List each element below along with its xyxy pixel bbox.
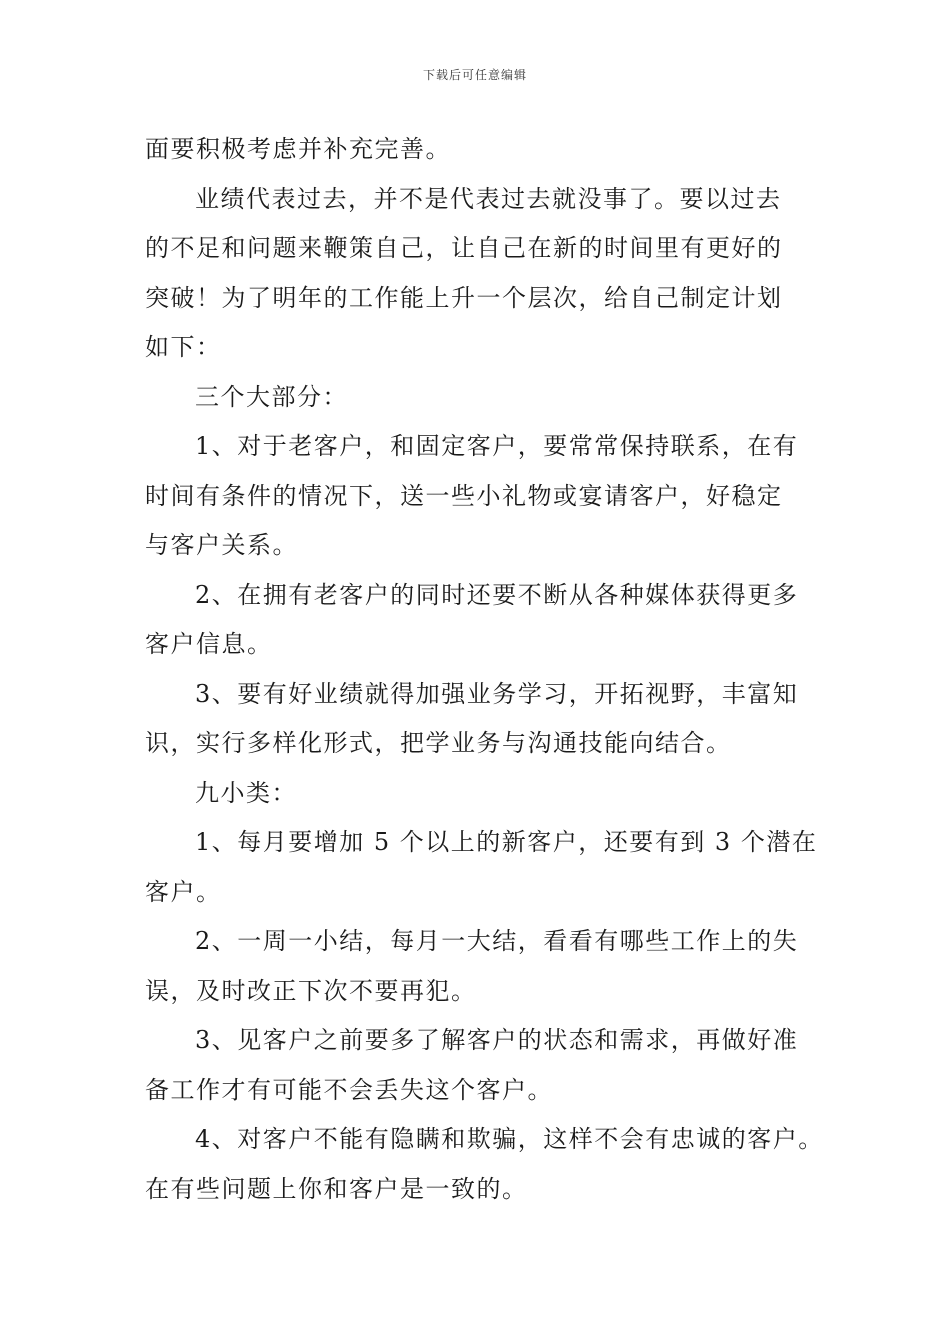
text-line: 客户信息。 [145, 630, 273, 658]
text-line: 时间有条件的情况下，送一些小礼物或宴请客户，好稳定 [145, 481, 783, 510]
text-line: 突破！为了明年的工作能上升一个层次，给自己制定计划 [145, 283, 783, 312]
text-line: 1、每月要增加 5 个以上的新客户，还要有到 3 个潜在 [195, 828, 818, 856]
text-line: 三个大部分： [195, 382, 348, 411]
text-line: 在有些问题上你和客户是一致的。 [145, 1174, 528, 1203]
text-line: 九小类： [195, 778, 297, 807]
text-line: 业绩代表过去，并不是代表过去就没事了。要以过去 [195, 184, 782, 213]
text-line: 识，实行多样化形式，把学业务与沟通技能向结合。 [145, 729, 732, 757]
text-line: 2、在拥有老客户的同时还要不断从各种媒体获得更多 [195, 580, 799, 609]
text-line: 备工作才有可能不会丢失这个客户。 [145, 1075, 553, 1104]
text-line: 3、见客户之前要多了解客户的状态和需求，再做好准 [195, 1026, 799, 1054]
text-line: 误，及时改正下次不要再犯。 [145, 976, 477, 1005]
document-body [145, 127, 824, 1216]
text-line: 3、要有好业绩就得加强业务学习，开拓视野，丰富知 [195, 679, 799, 708]
text-line: 2、一周一小结，每月一大结，看看有哪些工作上的失 [195, 927, 799, 955]
text-line: 客户。 [145, 877, 222, 906]
text-line: 如下： [145, 333, 222, 361]
text-line: 的不足和问题来鞭策自己，让自己在新的时间里有更好的 [145, 234, 783, 262]
page-header: 下载后可任意编辑 [422, 68, 527, 82]
text-line: 与客户关系。 [145, 531, 298, 559]
text-line: 4、对客户不能有隐瞒和欺骗，这样不会有忠诚的客户。 [195, 1125, 824, 1153]
text-line: 面要积极考虑并补充完善。 [145, 135, 451, 163]
text-line: 1、对于老客户，和固定客户，要常常保持联系，在有 [195, 432, 799, 460]
